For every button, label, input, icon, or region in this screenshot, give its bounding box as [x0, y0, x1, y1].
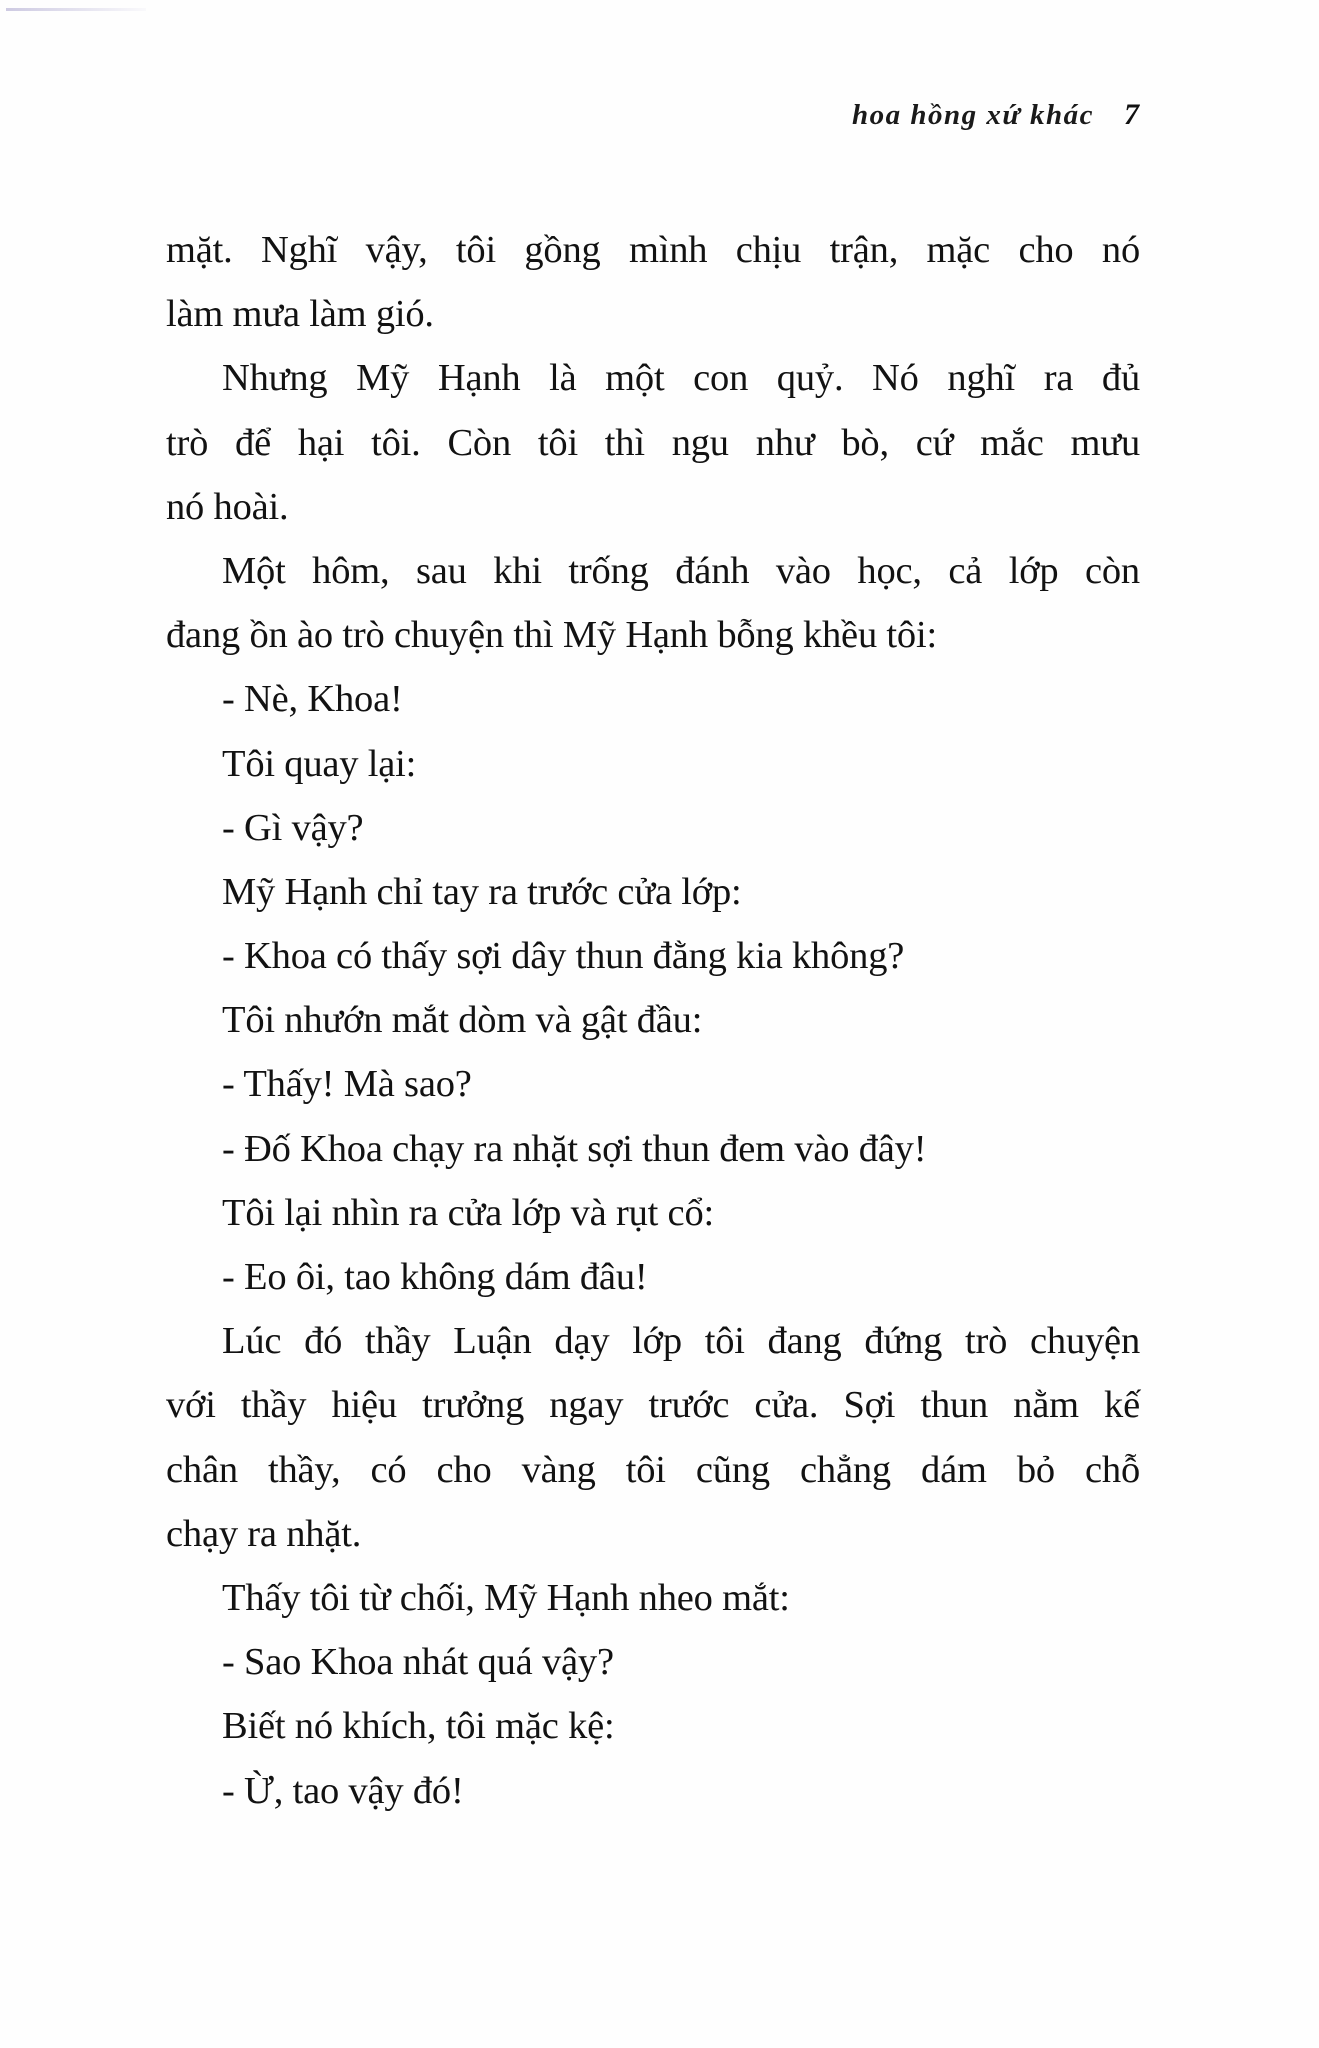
text-line: Một hôm, sau khi trống đánh vào học, cả lớp còn [222, 549, 1140, 592]
scan-edge-artifact [6, 8, 146, 11]
text-line: Biết nó khích, tôi mặc kệ: [222, 1705, 615, 1748]
text-line: nó hoài. [166, 485, 289, 528]
dialogue-line: - Ừ, tao vậy đó! [222, 1769, 464, 1812]
text-line: với thầy hiệu trưởng ngay trước cửa. Sợi thun nằm kế [166, 1384, 1140, 1427]
text-line: mặt. Nghĩ vậy, tôi gồng mình chịu trận, mặc cho nó [166, 229, 1140, 271]
text-line: Nhưng Mỹ Hạnh là một con quỷ. Nó nghĩ ra đủ [222, 357, 1140, 400]
dialogue-line: - Nè, Khoa! [222, 678, 403, 721]
dialogue-line: - Eo ôi, tao không dám đâu! [222, 1256, 648, 1298]
body-text [166, 218, 1146, 1823]
page-number: 7 [1124, 98, 1139, 131]
text-line: Mỹ Hạnh chỉ tay ra trước cửa lớp: [222, 870, 742, 913]
text-line: Tôi quay lại: [222, 742, 417, 785]
text-line: trò để hại tôi. Còn tôi thì ngu như bò, cứ mắc mưu [166, 421, 1140, 464]
dialogue-line: - Đố Khoa chạy ra nhặt sợi thun đem vào đây! [222, 1127, 927, 1170]
text-line: đang ồn ào trò chuyện thì Mỹ Hạnh bỗng khều tôi: [166, 614, 937, 657]
text-line: Tôi nhướn mắt dòm và gật đầu: [222, 999, 703, 1042]
dialogue-line: - Khoa có thấy sợi dây thun đằng kia không? [222, 935, 905, 978]
text-line: làm mưa làm gió. [166, 293, 434, 336]
text-line: Tôi lại nhìn ra cửa lớp và rụt cổ: [222, 1191, 714, 1234]
running-title: hoa hồng xứ khác [851, 99, 1094, 131]
text-line: Thấy tôi từ chối, Mỹ Hạnh nheo mắt: [222, 1576, 790, 1619]
text-line: Lúc đó thầy Luận dạy lớp tôi đang đứng trò chuyện [222, 1320, 1140, 1363]
dialogue-line: - Thấy! Mà sao? [222, 1063, 472, 1106]
text-line: chân thầy, có cho vàng tôi cũng chẳng dám bỏ chỗ [166, 1448, 1140, 1491]
dialogue-line: - Gì vậy? [222, 806, 364, 849]
running-header [852, 98, 1139, 132]
text-line: chạy ra nhặt. [166, 1512, 362, 1555]
dialogue-line: - Sao Khoa nhát quá vậy? [222, 1641, 614, 1684]
